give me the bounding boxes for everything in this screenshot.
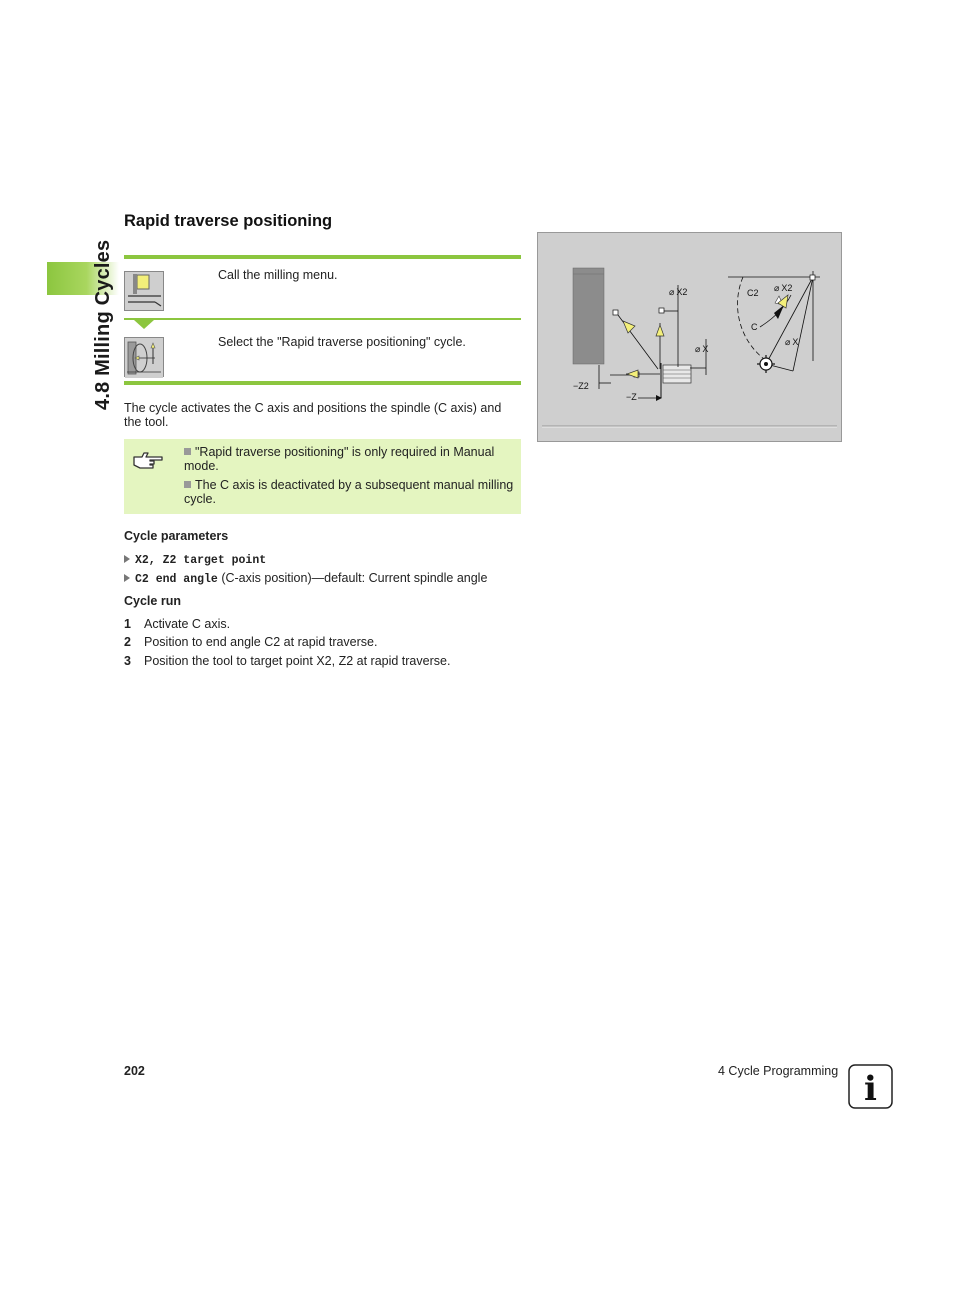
bullet-square-icon xyxy=(184,448,191,455)
label-z: Z xyxy=(631,392,637,402)
label-x2-top: X2 xyxy=(676,287,688,297)
parameter-code: C2 end angle xyxy=(135,573,218,586)
step-divider xyxy=(124,381,521,385)
svg-text:⌀X2 xyxy=(669,287,687,297)
cycle-diagram xyxy=(537,232,842,442)
parameter-item xyxy=(124,552,266,568)
bullet-triangle-icon xyxy=(124,574,130,582)
cycle-run-step xyxy=(124,635,377,649)
label-x2-right: X2 xyxy=(781,283,793,293)
bullet-square-icon xyxy=(184,481,191,488)
label-x-right: X xyxy=(792,337,799,347)
label-c2: C2 xyxy=(747,288,759,298)
minus-symbol: − xyxy=(626,392,632,402)
minus-symbol: − xyxy=(573,381,579,391)
section-title: Rapid traverse positioning xyxy=(124,212,333,230)
footer-chapter: 4 Cycle Programming xyxy=(718,1064,839,1078)
label-c: C xyxy=(751,322,758,332)
parameter-description: (C-axis position)—default: Current spindle angle xyxy=(221,571,488,585)
diameter-symbol: ⌀ xyxy=(669,287,675,297)
step-number: 1 xyxy=(124,617,131,631)
step-text: Position to end angle C2 at rapid traverse. xyxy=(144,635,378,649)
cycle-run-step xyxy=(124,654,450,668)
step-text-1: Call the milling menu. xyxy=(218,268,338,282)
intro-paragraph: The cycle activates the C axis and positions the spindle (C axis) and the tool. xyxy=(124,401,502,429)
note-item-2 xyxy=(184,478,514,506)
step-text: Position the tool to target point X2, Z2 at rapid traverse. xyxy=(144,654,451,668)
step-arrow-icon xyxy=(134,320,154,330)
svg-text:⌀X2 xyxy=(774,283,792,293)
svg-text:⌀X xyxy=(785,337,798,347)
cycle-parameters-heading: Cycle parameters xyxy=(124,529,229,543)
step-number: 2 xyxy=(124,635,131,649)
label-x-mid: X xyxy=(702,344,709,354)
page-number: 202 xyxy=(124,1064,145,1078)
parameter-item xyxy=(124,571,487,587)
svg-text:−Z2 xyxy=(573,381,589,391)
cycle-run-step xyxy=(124,617,230,631)
svg-text:−Z xyxy=(626,392,637,402)
svg-text:⌀X xyxy=(695,344,708,354)
pointing-hand-icon xyxy=(132,449,164,471)
note-item-1-text: "Rapid traverse positioning" is only required in Manual mode. xyxy=(184,445,495,473)
milling-menu-icon[interactable] xyxy=(124,271,164,311)
step-text: Activate C axis. xyxy=(144,617,231,631)
rapid-positioning-cycle-icon[interactable] xyxy=(124,337,164,377)
note-item-1 xyxy=(184,445,514,473)
info-icon-glyph: i xyxy=(864,1069,877,1109)
diameter-symbol: ⌀ xyxy=(774,283,780,293)
bullet-triangle-icon xyxy=(124,555,130,563)
step-divider xyxy=(124,255,521,259)
info-icon[interactable] xyxy=(848,1064,893,1109)
parameter-code: X2, Z2 target point xyxy=(135,554,267,567)
diameter-symbol: ⌀ xyxy=(695,344,701,354)
chapter-side-title-text: 4.8 Milling Cycles xyxy=(92,239,114,410)
workpiece-block xyxy=(573,268,604,364)
step-text-2: Select the "Rapid traverse positioning" cycle. xyxy=(218,335,466,349)
note-item-2-text: The C axis is deactivated by a subsequent manual milling cycle. xyxy=(184,478,514,506)
step-divider xyxy=(124,318,521,320)
cycle-run-heading: Cycle run xyxy=(124,594,181,608)
label-z2: Z2 xyxy=(578,381,589,391)
step-number: 3 xyxy=(124,654,131,668)
diameter-symbol: ⌀ xyxy=(785,337,791,347)
